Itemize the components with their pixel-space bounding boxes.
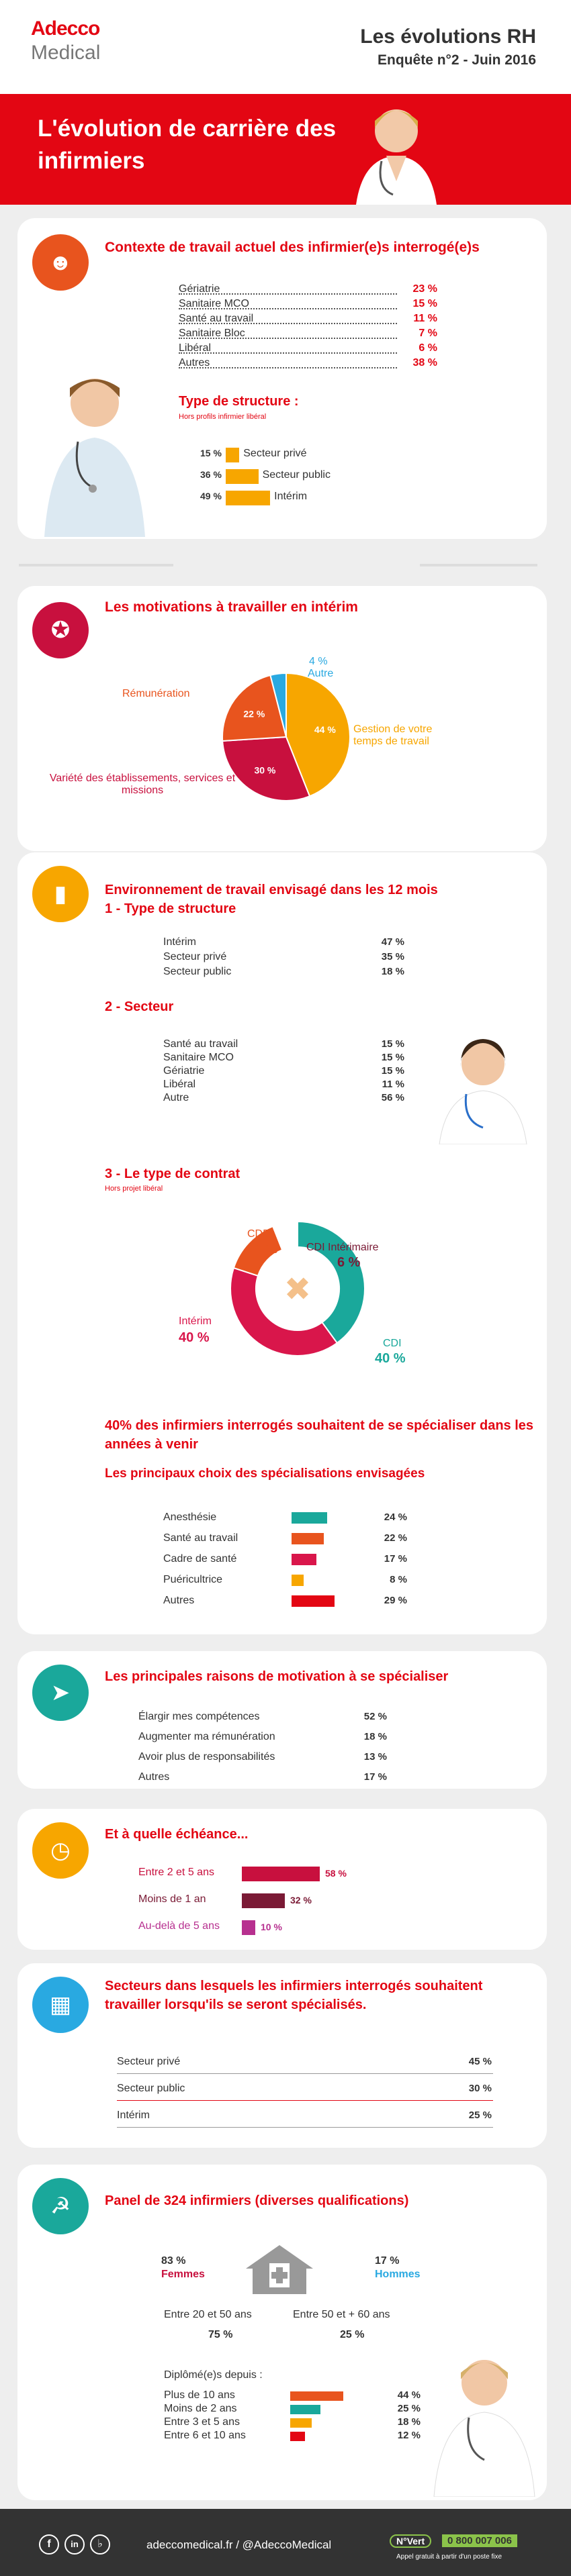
pie-label-variety: Variété des établissements, services et missions (49, 773, 236, 796)
contract-label-cdi-int: CDI Intérimaire (306, 1242, 379, 1253)
divider (117, 2100, 493, 2101)
timing-label: Entre 2 et 5 ans (138, 1867, 214, 1878)
choice-bar (292, 1575, 304, 1586)
series-title: Les évolutions RH (360, 26, 536, 48)
table-row-value: 47 % (381, 936, 404, 948)
subsection-contract: 3 - Le type de contrat (105, 1167, 240, 1181)
diploma-bar (290, 2391, 343, 2401)
choice-label: Cadre de santé (163, 1553, 237, 1565)
choice-label: Autres (163, 1595, 195, 1606)
table-row-value: 7 % (419, 328, 437, 339)
smiling-nurse-illustration (427, 2342, 541, 2497)
table-row-label: Élargir mes compétences (138, 1711, 260, 1722)
section-title: Panel de 324 infirmiers (diverses qualifications) (105, 2193, 409, 2208)
contract-value-cdi-int: 6 % (337, 1255, 361, 1270)
timing-bar (242, 1893, 285, 1908)
diploma-label: Moins de 2 ans (164, 2403, 237, 2414)
table-row-value: 15 % (381, 1052, 404, 1063)
timing-bar (242, 1867, 320, 1881)
bar-value: 36 % (200, 469, 222, 480)
timing-value: 32 % (290, 1895, 312, 1905)
subsection-sector: 2 - Secteur (105, 999, 174, 1014)
bar (226, 448, 239, 462)
men-pct: 17 % (375, 2255, 400, 2267)
sector-value: 25 % (468, 2110, 492, 2121)
cross-icon: ✖ (283, 1272, 312, 1307)
contract-value-interim: 40 % (179, 1330, 210, 1345)
structure-note: Hors profils infirmier libéral (179, 413, 267, 421)
subsection-structure: 1 - Type de structure (105, 901, 236, 916)
section-reasons (17, 1651, 547, 1789)
table-row-label: Sanitaire MCO (179, 298, 397, 309)
choice-value: 22 % (384, 1532, 407, 1544)
bar-value: 15 % (200, 448, 222, 458)
table-row-value: 6 % (419, 342, 437, 354)
clock-icon: ◷ (32, 1822, 89, 1879)
people-icon: ☻ (32, 234, 89, 291)
choice-bar (292, 1554, 316, 1565)
timing-value: 58 % (325, 1868, 347, 1879)
divider (117, 2127, 493, 2128)
table-row-label: Sanitaire Bloc (179, 328, 397, 339)
pie-label-remuneration: Rémunération (122, 688, 190, 699)
contract-label-interim: Intérim (179, 1316, 212, 1327)
brand-sub: Medical (31, 42, 101, 64)
brand-logo[interactable]: Adecco (31, 17, 100, 40)
page-title: L'évolution de carrière des infirmiers (38, 115, 337, 174)
sector-label: Secteur public (117, 2083, 185, 2094)
contract-label-cdi: CDI (383, 1338, 402, 1349)
divider (117, 2073, 493, 2074)
choice-value: 8 % (390, 1574, 407, 1585)
choice-bar (292, 1595, 335, 1607)
women-label: Femmes (161, 2269, 205, 2280)
bar (226, 491, 270, 505)
choice-value: 29 % (384, 1595, 407, 1606)
diploma-value: 25 % (397, 2403, 421, 2414)
diploma-bar (290, 2405, 320, 2414)
table-row-label: Gériatrie (179, 283, 397, 295)
diploma-bar (290, 2432, 305, 2441)
contract-value-cdd: 14 % (247, 1242, 278, 1256)
table-row-value: 11 % (382, 1079, 404, 1090)
contract-label-cdd: CDD (247, 1228, 271, 1240)
section-panel (17, 2165, 547, 2500)
door-icon: ▮ (32, 866, 89, 922)
diploma-value: 18 % (397, 2416, 421, 2428)
table-row-value: 56 % (381, 1092, 404, 1103)
phone-note: Appel gratuit à partir d'un poste fixe (396, 2553, 502, 2561)
viadeo-icon[interactable]: ♭ (90, 2534, 110, 2555)
table-row-value: 13 % (363, 1751, 387, 1763)
section-title: Contexte de travail actuel des infirmier(e)s interrogé(e)s (105, 240, 480, 255)
choice-label: Santé au travail (163, 1532, 238, 1544)
section-title: Les principales raisons de motivation à se spécialiser (105, 1669, 449, 1684)
diploma-value: 12 % (397, 2430, 421, 2441)
website-link[interactable]: adeccomedical.fr / @AdeccoMedical (146, 2538, 332, 2551)
bar (226, 469, 259, 484)
table-row-value: 38 % (412, 357, 437, 368)
choice-bar (292, 1512, 327, 1524)
section-sectors-after (17, 1963, 547, 2148)
pie-value: 30 % (254, 764, 276, 776)
choice-bar (292, 1533, 324, 1544)
section-timing (17, 1809, 547, 1950)
table-row-label: Libéral (163, 1079, 196, 1090)
choice-label: Puéricultrice (163, 1574, 223, 1585)
section-title: Les motivations à travailler en intérim (105, 599, 358, 615)
phone-number[interactable]: 0 800 007 006 (442, 2534, 517, 2547)
contract-value-cdi: 40 % (375, 1351, 406, 1366)
house-icon (239, 2242, 320, 2295)
facebook-icon[interactable]: f (39, 2534, 59, 2555)
section-motivations (17, 586, 547, 851)
table-row-value: 15 % (381, 1038, 404, 1050)
timing-label: Au-delà de 5 ans (138, 1920, 220, 1932)
linkedin-icon[interactable]: in (64, 2534, 85, 2555)
men-label: Hommes (375, 2269, 421, 2280)
sector-value: 45 % (468, 2056, 492, 2067)
structure-title: Type de structure : (179, 394, 299, 409)
table-row-value: 18 % (381, 966, 404, 977)
choice-value: 17 % (384, 1553, 407, 1565)
pie-value: 22 % (243, 708, 265, 720)
footer (0, 2509, 571, 2576)
choice-value: 24 % (384, 1512, 407, 1523)
table-row-value: 18 % (363, 1731, 387, 1742)
diploma-bar (290, 2418, 312, 2428)
nvert-label: N°Vert (390, 2534, 431, 2548)
table-row-label: Libéral (179, 342, 397, 354)
divider (19, 564, 173, 566)
table-row-label: Autres (138, 1771, 170, 1783)
table-row-label: Secteur privé (163, 951, 227, 962)
section-title: Environnement de travail envisagé dans les 12 mois (105, 883, 438, 897)
table-row-label: Augmenter ma rémunération (138, 1731, 275, 1742)
table-row-label: Santé au travail (179, 313, 397, 324)
age-group-1-value: 75 % (208, 2329, 233, 2340)
pie-label-other-value: 4 % (309, 656, 328, 667)
table-row-value: 52 % (363, 1711, 387, 1722)
diploma-value: 44 % (397, 2389, 421, 2401)
bar-label: Secteur public (262, 469, 331, 481)
timing-value: 10 % (261, 1922, 282, 1932)
bar-label: Secteur privé (243, 448, 307, 459)
table-row-label: Avoir plus de responsabilités (138, 1751, 275, 1763)
table-row-label: Intérim (163, 936, 196, 948)
table-row-label: Gériatrie (163, 1065, 205, 1077)
section-environment (17, 852, 547, 1634)
table-row-label: Autre (163, 1092, 189, 1103)
table-row-label: Santé au travail (163, 1038, 238, 1050)
section-context (17, 218, 547, 539)
sector-label: Secteur privé (117, 2056, 181, 2067)
nurse-portrait-icon (329, 94, 464, 205)
pie-value: 44 % (314, 724, 336, 735)
issue-label: Enquête n°2 - Juin 2016 (378, 52, 536, 68)
diploma-title: Diplômé(e)s depuis : (164, 2369, 263, 2381)
sector-label: Intérim (117, 2110, 150, 2121)
choice-label: Anesthésie (163, 1512, 217, 1523)
table-row-label: Autres (179, 357, 397, 368)
age-group-2-value: 25 % (340, 2329, 365, 2340)
contract-note: Hors projet libéral (105, 1185, 163, 1193)
header (0, 0, 571, 94)
choices-title: Les principaux choix des spécialisations envisagées (105, 1467, 425, 1481)
timing-label: Moins de 1 an (138, 1893, 206, 1905)
male-nurse-illustration (31, 362, 159, 537)
age-group-1: Entre 20 et 50 ans (164, 2309, 252, 2320)
megaphone-icon: ✪ (32, 602, 89, 658)
table-row-label: Secteur public (163, 966, 232, 977)
table-row-value: 11 % (413, 313, 437, 324)
bar-value: 49 % (200, 491, 222, 501)
table-row-label: Sanitaire MCO (163, 1052, 234, 1063)
age-group-2: Entre 50 et + 60 ans (293, 2309, 390, 2320)
table-row-value: 15 % (381, 1065, 404, 1077)
section-title: Et à quelle échéance... (105, 1827, 249, 1842)
sector-value: 30 % (468, 2083, 492, 2094)
pie-label-other: Autre (308, 668, 334, 679)
nurse-icon: ☭ (32, 2178, 89, 2234)
specialize-statement: 40% des infirmiers interrogés souhaitent de se spécialiser dans les années à venir (105, 1418, 534, 1452)
diploma-label: Entre 6 et 10 ans (164, 2430, 246, 2441)
building-icon: ▦ (32, 1977, 89, 2033)
female-nurse-illustration (426, 1027, 540, 1144)
megaphone-icon: ➤ (32, 1665, 89, 1721)
diploma-label: Plus de 10 ans (164, 2389, 235, 2401)
bar-label: Intérim (274, 491, 308, 502)
banner (0, 94, 571, 205)
women-pct: 83 % (161, 2255, 186, 2267)
table-row-value: 23 % (412, 283, 437, 295)
diploma-label: Entre 3 et 5 ans (164, 2416, 240, 2428)
table-row-value: 35 % (381, 951, 404, 962)
timing-bar (242, 1920, 255, 1935)
divider (420, 564, 537, 566)
table-row-value: 15 % (412, 298, 437, 309)
table-row-value: 17 % (363, 1771, 387, 1783)
section-title: Secteurs dans lesquels les infirmiers interrogés souhaitent travailler lorsqu'ils se seront spécialisés. (105, 1979, 483, 2012)
pie-label-time: Gestion de votre temps de travail (353, 724, 433, 747)
